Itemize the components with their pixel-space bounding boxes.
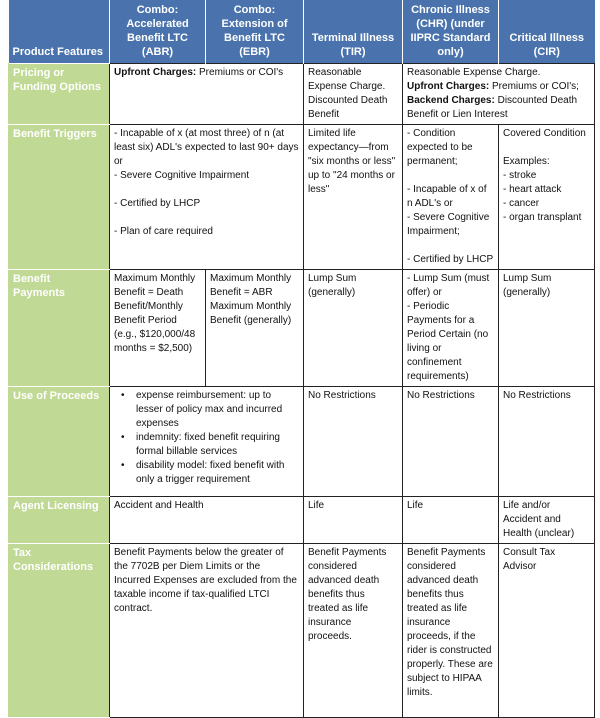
cell-tax-chr: Benefit Payments considered advanced death benefits thus treated as life insurance proceeds, if the rider is constructed properly. These are subject to HIPAA limits. (403, 544, 499, 718)
cell-payments-ebr: Maximum Monthly Benefit = ABR Maximum Monthly Benefit (generally) (206, 270, 304, 387)
row-label-pricing: Pricing or Funding Options (9, 64, 110, 125)
cell-proceeds-chr: No Restrictions (403, 387, 499, 497)
row-tax (9, 544, 595, 718)
header-tir: Terminal Illness (TIR) (304, 0, 403, 64)
cell-triggers-tir: Limited life expectancy—from "six months or less" up to "24 months or less" (304, 125, 403, 270)
list-item: • expense reimbursement: up to lesser of policy max and incurred expenses (136, 389, 299, 431)
list-item: • indemnity: fixed benefit requiring formal billable services (136, 431, 299, 459)
product-comparison-table (8, 0, 595, 718)
header-ebr: Combo: Extension of Benefit LTC (EBR) (206, 0, 304, 64)
row-proceeds (9, 387, 595, 497)
cell-triggers-combo: - Incapable of x (at most three) of n (at least six) ADL's expected to last 90+ days or - Severe Cognitive Impairment - Certified by LHCP - Plan of care required (110, 125, 304, 270)
cell-proceeds-tir: No Restrictions (304, 387, 403, 497)
header-chr: Chronic Illness (CHR) (under IIPRC Standard only) (403, 0, 499, 64)
header-abr: Combo: Accelerated Benefit LTC (ABR) (110, 0, 206, 64)
cell-licensing-chr: Life (403, 497, 499, 544)
cell-licensing-combo: Accident and Health (110, 497, 304, 544)
cell-pricing-tir: Reasonable Expense Charge. Discounted Death Benefit (304, 64, 403, 125)
cell-licensing-tir: Life (304, 497, 403, 544)
row-label-tax: Tax Considerations (9, 544, 110, 718)
cell-pricing-chr-cir: Reasonable Expense Charge. Upfront Charges: Premiums or COI's; Backend Charges: Discounted Death Benefit or Lien Interest (403, 64, 595, 125)
list-item: • disability model: fixed benefit with only a trigger requirement (136, 459, 299, 487)
row-payments (9, 270, 595, 387)
row-triggers (9, 125, 595, 270)
cell-tax-combo: Benefit Payments below the greater of the 7702B per Diem Limits or the Incurred Expenses are excluded from the taxable income if tax-qualified LTCI contract. (110, 544, 304, 718)
cell-triggers-chr: - Condition expected to be permanent; - Incapable of x of n ADL's or - Severe Cognitive Impairment; - Certified by LHCP (403, 125, 499, 270)
row-pricing (9, 64, 595, 125)
cell-tax-cir: Consult Tax Advisor (499, 544, 595, 718)
row-label-payments: Benefit Payments (9, 270, 110, 387)
row-label-proceeds: Use of Proceeds (9, 387, 110, 497)
cell-triggers-cir: Covered Condition Examples: - stroke - heart attack - cancer - organ transplant (499, 125, 595, 270)
cell-pricing-combo: Upfront Charges: Premiums or COI's (110, 64, 304, 125)
header-product-features: Product Features (9, 0, 110, 64)
row-label-licensing: Agent Licensing (9, 497, 110, 544)
cell-payments-abr: Maximum Monthly Benefit = Death Benefit/Monthly Benefit Period (e.g., $120,000/48 months = $2,500) (110, 270, 206, 387)
cell-tax-tir: Benefit Payments considered advanced death benefits thus treated as life insurance proceeds. (304, 544, 403, 718)
cell-proceeds-cir: No Restrictions (499, 387, 595, 497)
header-row (9, 0, 595, 64)
cell-licensing-cir: Life and/or Accident and Health (unclear) (499, 497, 595, 544)
cell-proceeds-combo (110, 387, 304, 497)
cell-payments-cir: Lump Sum (generally) (499, 270, 595, 387)
row-licensing (9, 497, 595, 544)
row-label-triggers: Benefit Triggers (9, 125, 110, 270)
cell-payments-chr: - Lump Sum (must offer) or - Periodic Payments for a Period Certain (no living or confinement requirements) (403, 270, 499, 387)
header-cir: Critical Illness (CIR) (499, 0, 595, 64)
cell-payments-tir: Lump Sum (generally) (304, 270, 403, 387)
